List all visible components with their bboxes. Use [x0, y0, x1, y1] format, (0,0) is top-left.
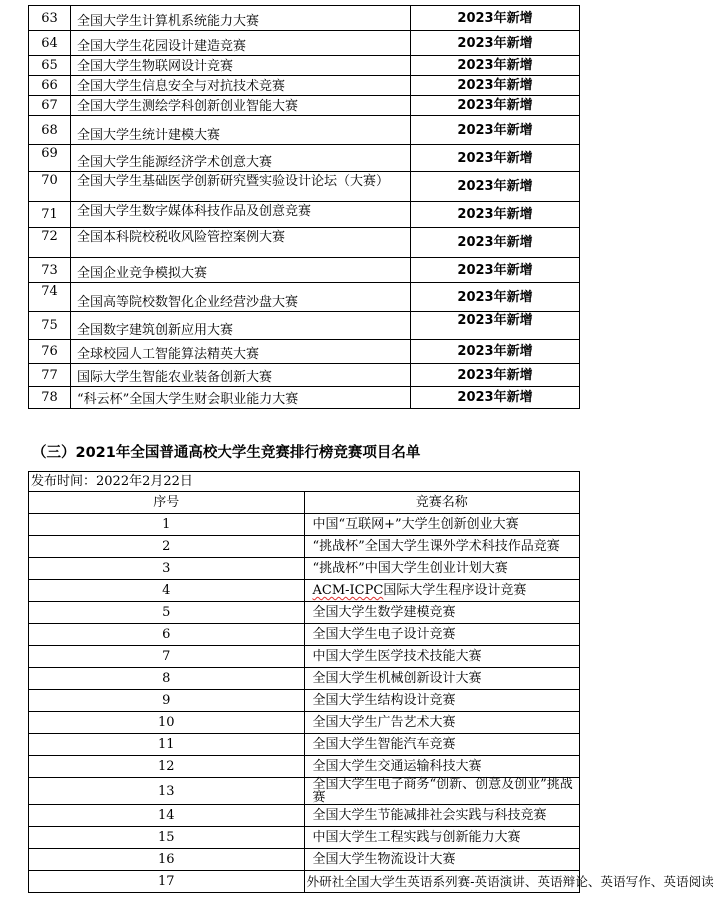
table-row: [29, 646, 580, 668]
table-row: [29, 228, 580, 258]
table-row: [29, 580, 580, 602]
competition-name: 全国大学生结构设计竞赛: [304, 690, 580, 712]
ranking-table: [28, 471, 714, 893]
row-number: 72: [29, 228, 71, 258]
table-row: [29, 31, 580, 56]
row-number: 16: [29, 849, 305, 871]
competition-name: 全国大学生电子设计竞赛: [304, 624, 580, 646]
status-note: 2023年新增: [411, 172, 580, 202]
status-note: 2023年新增: [411, 31, 580, 56]
row-number: 2: [29, 536, 305, 558]
row-number: 11: [29, 734, 305, 756]
column-header-name: 竞赛名称: [304, 492, 580, 514]
row-number: 12: [29, 756, 305, 778]
row-number: 15: [29, 827, 305, 849]
competition-name: “科云杯”全国大学生财会职业能力大赛: [71, 387, 411, 409]
competition-name: 全国数字建筑创新应用大赛: [71, 312, 411, 340]
row-number: 66: [29, 76, 71, 96]
competition-name: 全国大学生计算机系统能力大赛: [71, 6, 411, 31]
competition-name: 中国大学生工程实践与创新能力大赛: [304, 827, 580, 849]
row-number: 10: [29, 712, 305, 734]
competition-name: 全国大学生基础医学创新研究暨实验设计论坛（大赛）: [71, 172, 411, 202]
row-number: 17: [29, 871, 305, 893]
spellcheck-underlined-text: ACM-ICPC: [312, 583, 384, 598]
table-row: [29, 756, 580, 778]
status-note: 2023年新增: [411, 56, 580, 76]
row-number: 65: [29, 56, 71, 76]
status-note: 2023年新增: [411, 387, 580, 409]
table-row: [29, 624, 580, 646]
competition-name: 全国大学生电子商务“创新、创意及创业”挑战赛: [304, 778, 580, 805]
section-title: （三）2021年全国普通高校大学生竞赛排行榜竞赛项目名单: [32, 445, 421, 461]
competition-name: 全国高等院校数智化企业经营沙盘大赛: [71, 283, 411, 312]
competition-name: 全国大学生数学建模竞赛: [304, 602, 580, 624]
table-row: [29, 778, 580, 805]
release-row: [29, 472, 580, 492]
table-row: [29, 602, 580, 624]
row-number: 67: [29, 96, 71, 116]
row-number: 8: [29, 668, 305, 690]
row-number: 68: [29, 116, 71, 145]
competition-name: 全国大学生节能减排社会实践与科技竞赛: [304, 805, 580, 827]
row-number: 14: [29, 805, 305, 827]
table-row: [29, 145, 580, 172]
row-number: 75: [29, 312, 71, 340]
status-note: 2023年新增: [411, 76, 580, 96]
row-number: 6: [29, 624, 305, 646]
competition-name: 全国大学生物联网设计竞赛: [71, 56, 411, 76]
row-number: 5: [29, 602, 305, 624]
column-header-number: 序号: [29, 492, 305, 514]
row-number: 69: [29, 145, 71, 172]
table-row: [29, 96, 580, 116]
table-row: [29, 734, 580, 756]
competition-name-rest: 国际大学生程序设计竞赛: [383, 583, 527, 598]
competition-name: 外研社全国大学生英语系列赛-英语演讲、英语辩论、英语写作、英语阅读: [304, 871, 580, 893]
competition-name: 全国大学生信息安全与对抗技术竞赛: [71, 76, 411, 96]
competition-name: 全国大学生统计建模大赛: [71, 116, 411, 145]
row-number: 78: [29, 387, 71, 409]
table-row: [29, 6, 580, 31]
competition-name: “挑战杯”中国大学生创业计划大赛: [304, 558, 580, 580]
row-number: 1: [29, 514, 305, 536]
table-row: [29, 172, 580, 202]
competition-name: 全国大学生测绘学科创新创业智能大赛: [71, 96, 411, 116]
release-date: 发布时间：2022年2月22日: [29, 472, 580, 492]
status-note: 2023年新增: [411, 202, 580, 228]
table-row: [29, 340, 580, 364]
competition-name: “挑战杯”全国大学生课外学术科技作品竞赛: [304, 536, 580, 558]
status-note: 2023年新增: [411, 145, 580, 172]
row-number: 7: [29, 646, 305, 668]
table-row: [29, 364, 580, 387]
competition-name: 全国大学生智能汽车竞赛: [304, 734, 580, 756]
row-number: 77: [29, 364, 71, 387]
row-number: 9: [29, 690, 305, 712]
table-row: [29, 558, 580, 580]
row-number: 76: [29, 340, 71, 364]
competition-name: 全球校园人工智能算法精英大赛: [71, 340, 411, 364]
status-note: 2023年新增: [411, 96, 580, 116]
table-row: [29, 116, 580, 145]
table-row: [29, 76, 580, 96]
row-number: 70: [29, 172, 71, 202]
table-row: [29, 536, 580, 558]
table-row: [29, 56, 580, 76]
row-number: 71: [29, 202, 71, 228]
header-row: [29, 492, 580, 514]
row-number: 64: [29, 31, 71, 56]
table-row: [29, 283, 580, 312]
competition-name: 全国大学生机械创新设计大赛: [304, 668, 580, 690]
additions-table: [28, 5, 580, 409]
row-number: 63: [29, 6, 71, 31]
status-note: 2023年新增: [411, 116, 580, 145]
competition-name: 全国大学生广告艺术大赛: [304, 712, 580, 734]
status-note: 2023年新增: [411, 258, 580, 283]
competition-name: 全国大学生花园设计建造竞赛: [71, 31, 411, 56]
table-row: [29, 712, 580, 734]
row-number: 74: [29, 283, 71, 312]
competition-name: 全国企业竞争模拟大赛: [71, 258, 411, 283]
competition-name: 全国大学生能源经济学术创意大赛: [71, 145, 411, 172]
status-note: 2023年新增: [411, 340, 580, 364]
table-row: [29, 871, 580, 893]
row-number: 73: [29, 258, 71, 283]
competition-name: 全国大学生物流设计大赛: [304, 849, 580, 871]
table-row: [29, 805, 580, 827]
table-row: [29, 312, 580, 340]
row-number: 4: [29, 580, 305, 602]
row-number: 13: [29, 778, 305, 805]
table-row: [29, 258, 580, 283]
competition-name: 全国本科院校税收风险管控案例大赛: [71, 228, 411, 258]
table-row: [29, 827, 580, 849]
competition-name: [304, 580, 580, 602]
status-note: 2023年新增: [411, 6, 580, 31]
table-row: [29, 387, 580, 409]
competition-name: 全国大学生数字媒体科技作品及创意竞赛: [71, 202, 411, 228]
status-note: 2023年新增: [411, 228, 580, 258]
table-row: [29, 202, 580, 228]
competition-name: 中国大学生医学技术技能大赛: [304, 646, 580, 668]
status-note: 2023年新增: [411, 283, 580, 312]
status-note: 2023年新增: [411, 312, 580, 340]
competition-name: 全国大学生交通运输科技大赛: [304, 756, 580, 778]
competition-name: 国际大学生智能农业装备创新大赛: [71, 364, 411, 387]
table-row: [29, 690, 580, 712]
table-row: [29, 849, 580, 871]
competition-name: 中国“互联网+”大学生创新创业大赛: [304, 514, 580, 536]
table-row: [29, 514, 580, 536]
table-row: [29, 668, 580, 690]
status-note: 2023年新增: [411, 364, 580, 387]
row-number: 3: [29, 558, 305, 580]
